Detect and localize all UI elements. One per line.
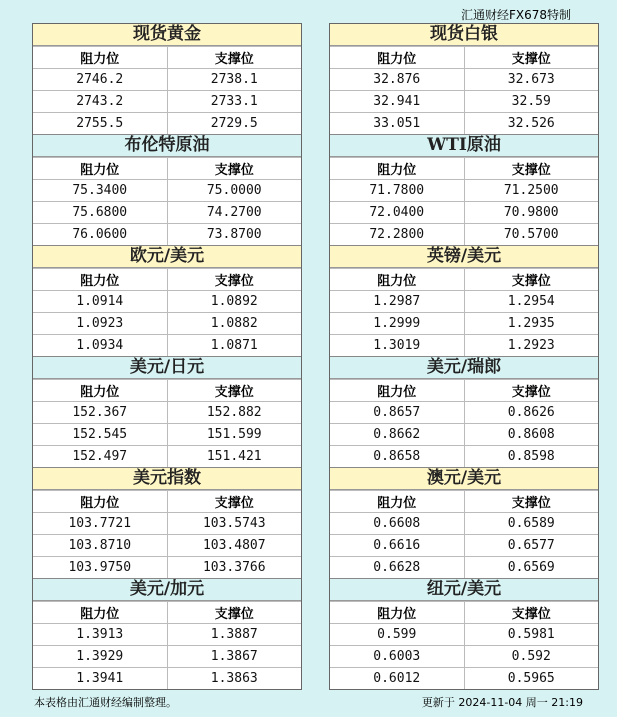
support-value: 1.3863 [167, 668, 301, 690]
resistance-value: 2743.2 [33, 91, 167, 113]
support-value: 32.673 [464, 69, 598, 91]
instrument-block [330, 578, 598, 689]
support-header: 支撑位 [464, 47, 598, 69]
resistance-value: 103.8710 [33, 535, 167, 557]
support-value: 151.421 [167, 446, 301, 468]
support-value: 32.526 [464, 113, 598, 135]
resistance-value: 1.3929 [33, 646, 167, 668]
table-row [330, 180, 598, 202]
resistance-value: 0.6628 [330, 557, 464, 579]
support-value: 1.3867 [167, 646, 301, 668]
resistance-header: 阻力位 [33, 380, 167, 402]
support-value: 2738.1 [167, 69, 301, 91]
table-row [33, 402, 301, 424]
table-row [330, 202, 598, 224]
resistance-value: 0.6616 [330, 535, 464, 557]
table-row [330, 402, 598, 424]
support-value: 0.5981 [464, 624, 598, 646]
levels-table [33, 46, 301, 134]
resistance-value: 33.051 [330, 113, 464, 135]
instrument-title: 澳元/美元 [330, 468, 598, 490]
table-row [330, 624, 598, 646]
resistance-value: 1.0934 [33, 335, 167, 357]
resistance-value: 152.367 [33, 402, 167, 424]
instrument-block [330, 245, 598, 356]
instrument-title: 现货黄金 [33, 24, 301, 46]
support-value: 1.2935 [464, 313, 598, 335]
table-row [33, 91, 301, 113]
table-row [33, 557, 301, 579]
levels-table [330, 379, 598, 467]
levels-table [33, 379, 301, 467]
instrument-block [330, 467, 598, 578]
resistance-value: 1.3913 [33, 624, 167, 646]
resistance-header: 阻力位 [33, 269, 167, 291]
resistance-value: 72.0400 [330, 202, 464, 224]
resistance-value: 0.8657 [330, 402, 464, 424]
resistance-value: 2746.2 [33, 69, 167, 91]
update-time: 更新于 2024-11-04 周一 21:19 [421, 696, 583, 709]
table-row [33, 535, 301, 557]
table-row [330, 424, 598, 446]
support-value: 75.0000 [167, 180, 301, 202]
table-row [33, 291, 301, 313]
resistance-value: 0.8662 [330, 424, 464, 446]
resistance-value: 75.3400 [33, 180, 167, 202]
support-value: 1.3887 [167, 624, 301, 646]
levels-table [330, 157, 598, 245]
table-row [33, 202, 301, 224]
resistance-value: 72.2800 [330, 224, 464, 246]
table-row [33, 424, 301, 446]
table-row [33, 646, 301, 668]
instrument-block [33, 24, 301, 134]
support-value: 1.2954 [464, 291, 598, 313]
resistance-value: 103.7721 [33, 513, 167, 535]
resistance-value: 0.599 [330, 624, 464, 646]
instrument-title: 欧元/美元 [33, 246, 301, 268]
support-value: 0.592 [464, 646, 598, 668]
table-row [33, 513, 301, 535]
support-value: 0.6577 [464, 535, 598, 557]
resistance-value: 32.876 [330, 69, 464, 91]
table-row [330, 291, 598, 313]
table-row [330, 446, 598, 468]
support-value: 70.9800 [464, 202, 598, 224]
table-row [330, 335, 598, 357]
resistance-header: 阻力位 [33, 158, 167, 180]
resistance-value: 1.0914 [33, 291, 167, 313]
table-row [330, 91, 598, 113]
support-header: 支撑位 [464, 269, 598, 291]
instrument-title: 美元/加元 [33, 579, 301, 601]
resistance-value: 152.545 [33, 424, 167, 446]
support-value: 103.5743 [167, 513, 301, 535]
support-value: 151.599 [167, 424, 301, 446]
resistance-value: 1.0923 [33, 313, 167, 335]
resistance-value: 1.2987 [330, 291, 464, 313]
support-value: 73.8700 [167, 224, 301, 246]
resistance-value: 76.0600 [33, 224, 167, 246]
levels-table [33, 490, 301, 578]
support-value: 103.4807 [167, 535, 301, 557]
resistance-value: 71.7800 [330, 180, 464, 202]
resistance-header: 阻力位 [330, 158, 464, 180]
resistance-value: 2755.5 [33, 113, 167, 135]
table-row [330, 668, 598, 690]
footer-note: 本表格由汇通财经编制整理。 [34, 696, 177, 709]
resistance-value: 103.9750 [33, 557, 167, 579]
support-value: 1.0871 [167, 335, 301, 357]
table-row [330, 535, 598, 557]
instrument-title: 纽元/美元 [330, 579, 598, 601]
instrument-block [330, 356, 598, 467]
instrument-block [330, 24, 598, 134]
support-header: 支撑位 [167, 158, 301, 180]
support-value: 0.8598 [464, 446, 598, 468]
levels-table [330, 268, 598, 356]
table-row [33, 335, 301, 357]
resistance-value: 0.8658 [330, 446, 464, 468]
support-value: 152.882 [167, 402, 301, 424]
support-header: 支撑位 [464, 158, 598, 180]
levels-table [330, 46, 598, 134]
instrument-block [33, 245, 301, 356]
levels-table [33, 157, 301, 245]
table-row [330, 113, 598, 135]
levels-table [33, 268, 301, 356]
table-row [33, 69, 301, 91]
resistance-value: 1.3941 [33, 668, 167, 690]
support-header: 支撑位 [167, 269, 301, 291]
resistance-value: 1.3019 [330, 335, 464, 357]
resistance-value: 32.941 [330, 91, 464, 113]
resistance-header: 阻力位 [33, 602, 167, 624]
levels-table [330, 490, 598, 578]
support-header: 支撑位 [464, 491, 598, 513]
support-header: 支撑位 [167, 602, 301, 624]
resistance-value: 1.2999 [330, 313, 464, 335]
table-row [330, 313, 598, 335]
table-row [330, 557, 598, 579]
support-value: 74.2700 [167, 202, 301, 224]
instrument-title: 美元/瑞郎 [330, 357, 598, 379]
table-row [33, 313, 301, 335]
levels-table [330, 601, 598, 689]
support-header: 支撑位 [464, 602, 598, 624]
table-row [330, 513, 598, 535]
instrument-block [33, 134, 301, 245]
resistance-header: 阻力位 [330, 380, 464, 402]
instrument-block [33, 356, 301, 467]
support-header: 支撑位 [167, 47, 301, 69]
resistance-value: 0.6003 [330, 646, 464, 668]
table-row [33, 113, 301, 135]
resistance-header: 阻力位 [330, 491, 464, 513]
support-value: 103.3766 [167, 557, 301, 579]
levels-table [33, 601, 301, 689]
instrument-title: 美元/日元 [33, 357, 301, 379]
support-value: 2733.1 [167, 91, 301, 113]
instrument-block [33, 467, 301, 578]
support-value: 0.5965 [464, 668, 598, 690]
top-note: 汇通财经FX678特制 [460, 8, 571, 22]
resistance-value: 0.6012 [330, 668, 464, 690]
table-row [33, 446, 301, 468]
resistance-header: 阻力位 [330, 269, 464, 291]
support-header: 支撑位 [464, 380, 598, 402]
resistance-header: 阻力位 [33, 47, 167, 69]
left-panel [32, 23, 302, 690]
table-row [33, 668, 301, 690]
support-value: 70.5700 [464, 224, 598, 246]
table-row [33, 224, 301, 246]
support-header: 支撑位 [167, 380, 301, 402]
resistance-value: 0.6608 [330, 513, 464, 535]
support-value: 0.6569 [464, 557, 598, 579]
resistance-value: 75.6800 [33, 202, 167, 224]
support-value: 71.2500 [464, 180, 598, 202]
instrument-title: 美元指数 [33, 468, 301, 490]
right-panel [329, 23, 599, 690]
table-row [330, 646, 598, 668]
instrument-title: 英镑/美元 [330, 246, 598, 268]
instrument-title: 布伦特原油 [33, 135, 301, 157]
resistance-value: 152.497 [33, 446, 167, 468]
resistance-header: 阻力位 [330, 47, 464, 69]
resistance-header: 阻力位 [330, 602, 464, 624]
table-row [33, 624, 301, 646]
support-value: 2729.5 [167, 113, 301, 135]
instrument-block [33, 578, 301, 689]
instrument-title: WTI原油 [330, 135, 598, 157]
table-row [330, 224, 598, 246]
support-value: 1.0882 [167, 313, 301, 335]
resistance-header: 阻力位 [33, 491, 167, 513]
support-value: 1.0892 [167, 291, 301, 313]
support-value: 1.2923 [464, 335, 598, 357]
instrument-block [330, 134, 598, 245]
instrument-title: 现货白银 [330, 24, 598, 46]
support-value: 0.8608 [464, 424, 598, 446]
table-row [330, 69, 598, 91]
support-header: 支撑位 [167, 491, 301, 513]
support-value: 0.8626 [464, 402, 598, 424]
support-value: 0.6589 [464, 513, 598, 535]
support-value: 32.59 [464, 91, 598, 113]
table-row [33, 180, 301, 202]
